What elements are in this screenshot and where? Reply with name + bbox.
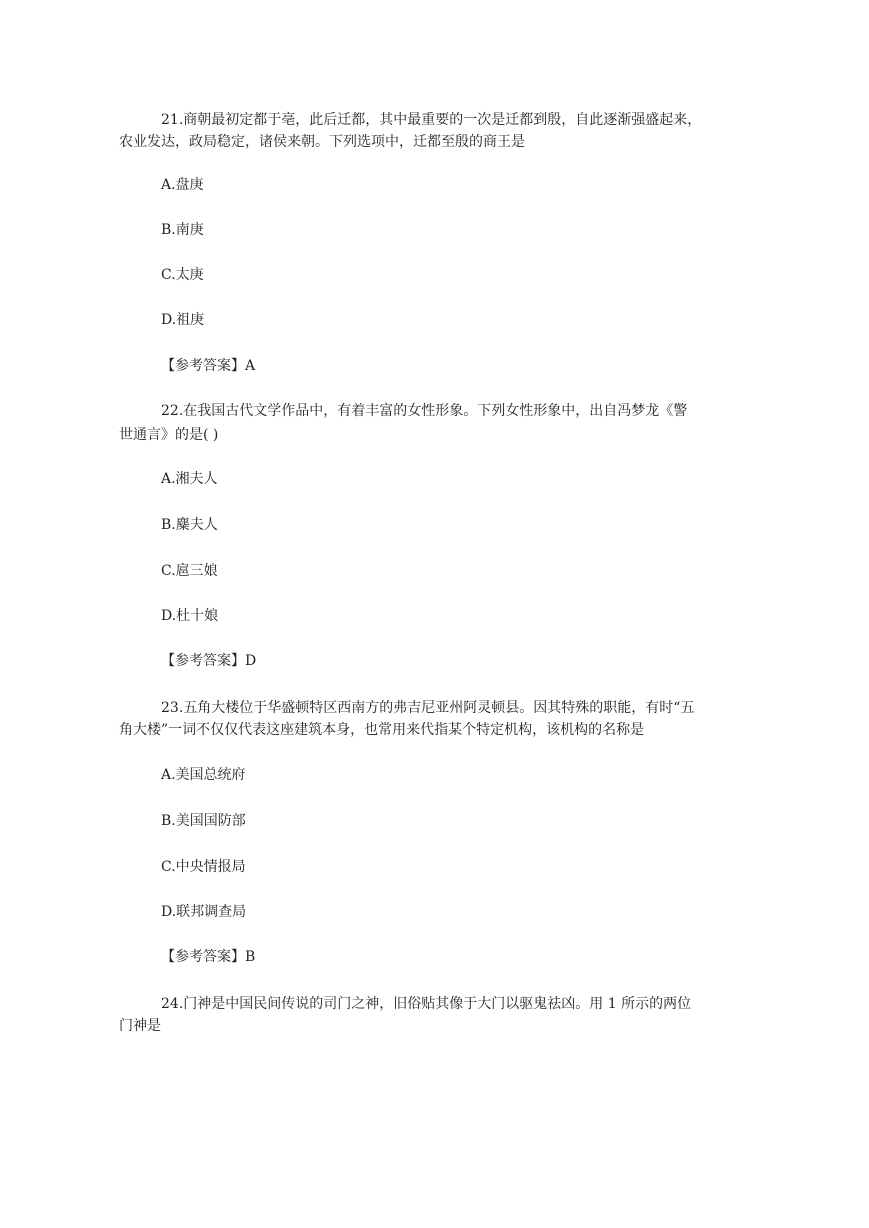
question-23-option-b: B.美国国防部: [161, 813, 246, 829]
question-22-line-2: 世通言》的是( ): [119, 427, 219, 443]
question-22-option-b: B.麋夫人: [161, 517, 218, 533]
question-22-option-c: C.扈三娘: [161, 563, 218, 579]
question-21-answer: 【参考答案】A: [161, 358, 256, 374]
question-23-line-2: 角大楼”一词不仅仅代表这座建筑本身，也常用来代指某个特定机构，该机构的名称是: [119, 722, 645, 738]
question-23-option-a: A.美国总统府: [161, 767, 246, 783]
question-21-line-2: 农业发达，政局稳定，诸侯来朝。下列选项中，迁都至殷的商王是: [119, 134, 525, 150]
question-23-line-1: 23.五角大楼位于华盛顿特区西南方的弗吉尼亚州阿灵顿县。因其特殊的职能，有时“五: [161, 700, 695, 716]
question-21-option-c: C.太庚: [161, 267, 204, 283]
question-24-line-1: 24.门神是中国民间传说的司门之神，旧俗贴其像于大门以驱鬼祛凶。用 1 所示的两位: [161, 996, 692, 1012]
question-22-option-a: A.湘夫人: [161, 471, 218, 487]
question-23-option-d: D.联邦调查局: [161, 904, 247, 920]
question-24-line-2: 门神是: [119, 1018, 161, 1034]
question-21-option-a: A.盘庚: [161, 177, 204, 193]
question-23-answer: 【参考答案】B: [161, 949, 256, 965]
question-21-option-b: B.南庚: [161, 222, 204, 238]
question-22-line-1: 22.在我国古代文学作品中，有着丰富的女性形象。下列女性形象中，出自冯梦龙《警: [161, 403, 688, 419]
question-21-option-d: D.祖庚: [161, 312, 205, 328]
question-21-line-1: 21.商朝最初定都于亳，此后迁都，其中最重要的一次是迁都到殷，自此逐渐强盛起来，: [161, 112, 702, 128]
question-22-option-d: D.杜十娘: [161, 608, 219, 624]
question-23-option-c: C.中央情报局: [161, 859, 246, 875]
question-22-answer: 【参考答案】D: [161, 653, 257, 669]
